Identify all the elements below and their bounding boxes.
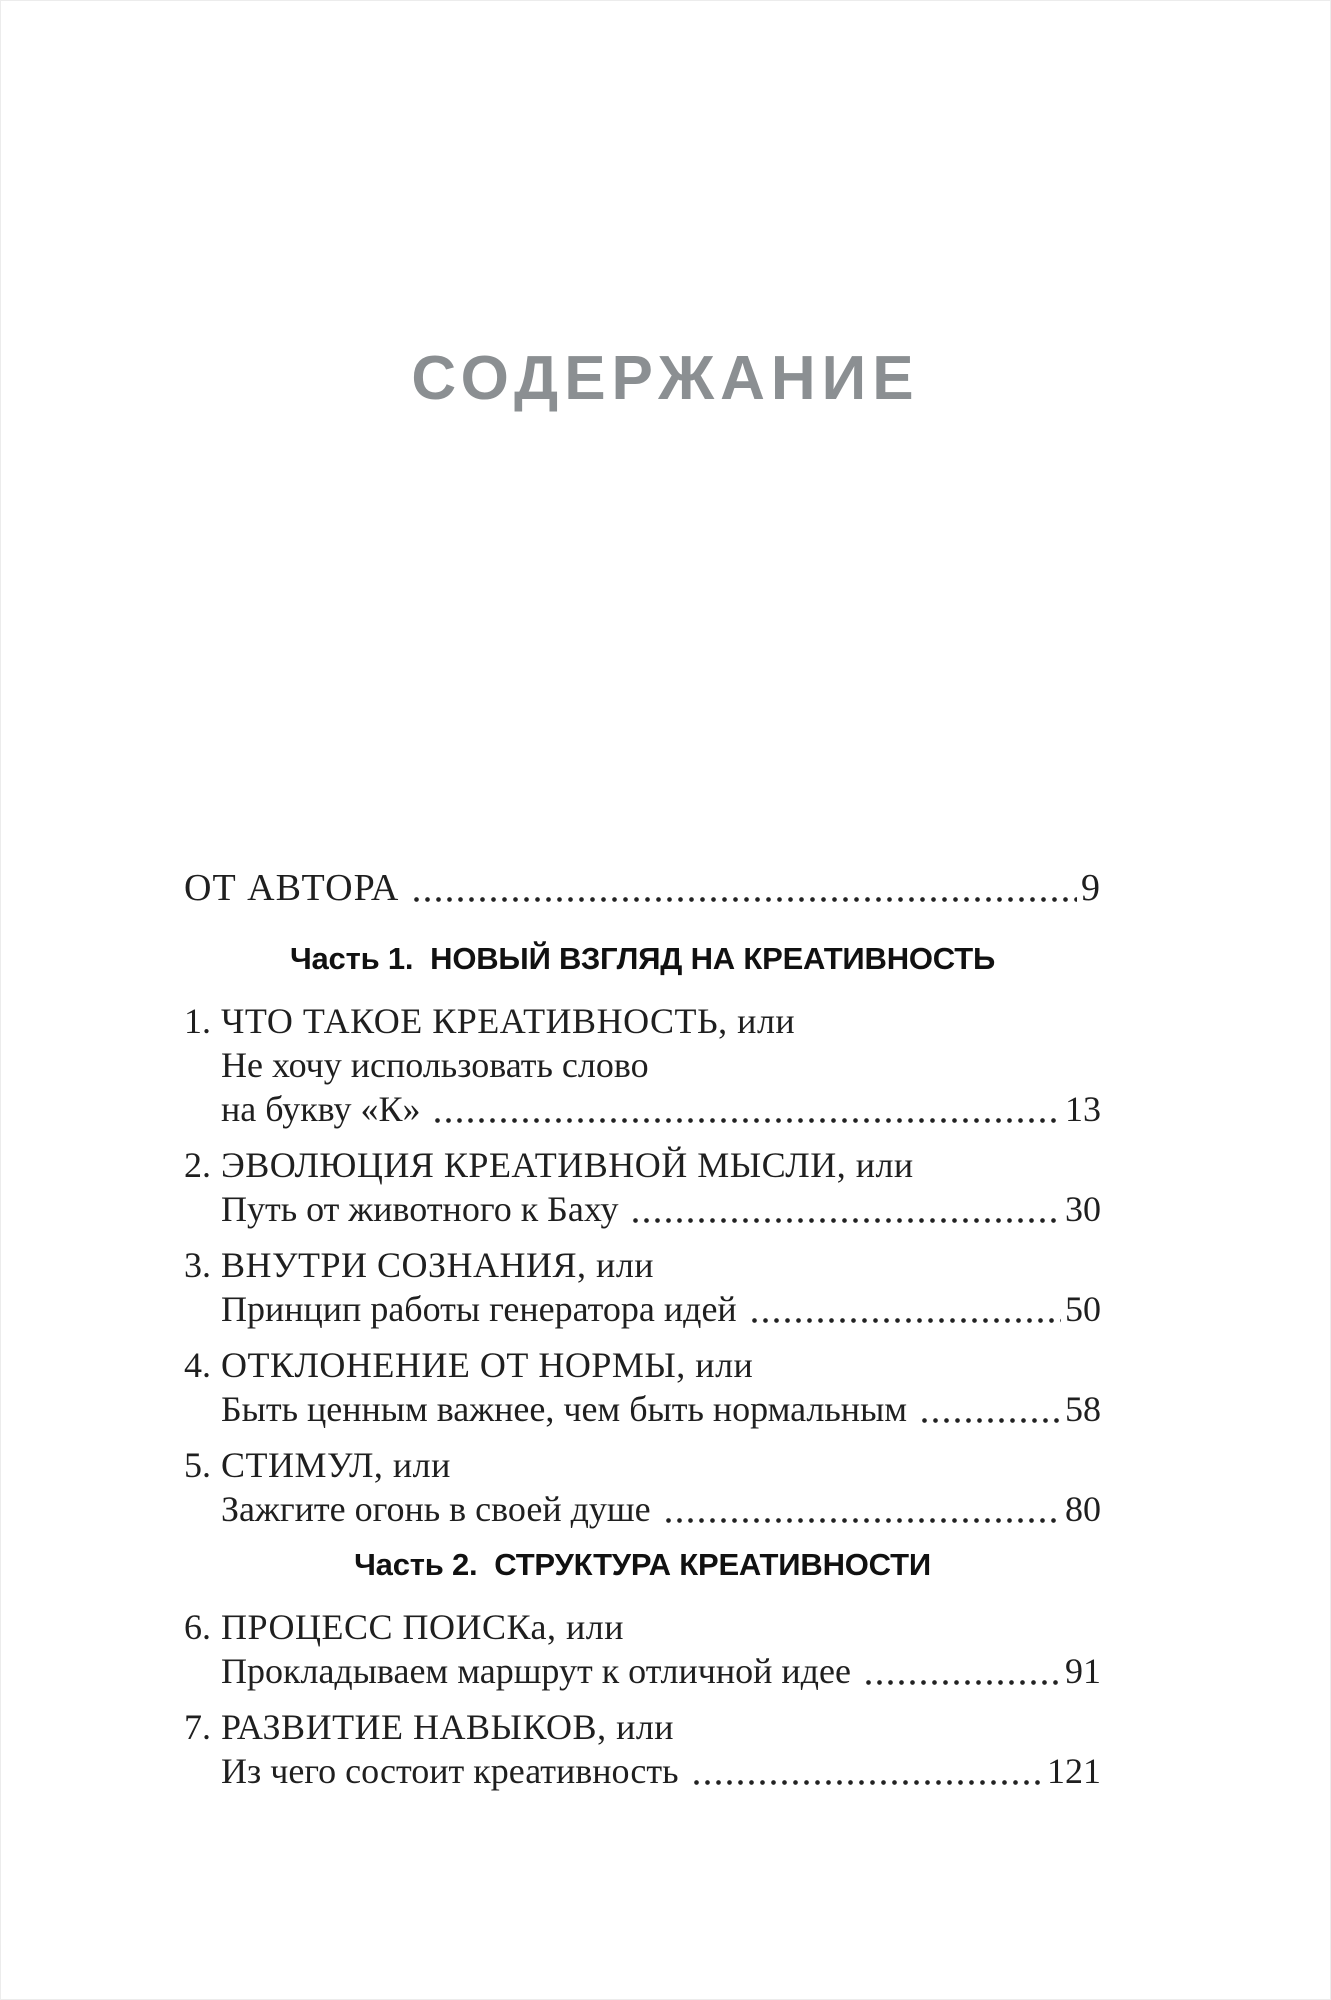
preface-page-number: 9 <box>1081 867 1101 909</box>
entry-last-line <box>221 1087 1101 1131</box>
dot-leader <box>689 1759 1043 1793</box>
entry-last-line <box>221 1287 1101 1331</box>
page-title: СОДЕРЖАНИЕ <box>411 344 920 413</box>
toc-entry-4 <box>184 1343 1101 1431</box>
toc-entry-3 <box>184 1243 1101 1331</box>
entry-subtitle-end: на букву «К» <box>221 1089 421 1129</box>
entry-subtitle-line: Не хочу использовать слово <box>221 1045 649 1085</box>
dot-leader <box>628 1197 1061 1231</box>
entry-page-number: 13 <box>1065 1089 1101 1129</box>
entry-page-number: 91 <box>1065 1651 1101 1691</box>
toc-preface-row <box>184 866 1101 910</box>
entry-subtitle-end: Быть ценным важнее, чем быть нормальным <box>221 1389 908 1429</box>
entry-number: 1. <box>184 1001 211 1041</box>
dot-leader <box>409 876 1077 910</box>
toc-entry-2 <box>184 1143 1101 1231</box>
preface-label: ОТ АВТОРА <box>184 867 400 909</box>
dot-leader <box>430 1097 1061 1131</box>
dot-leader <box>747 1297 1061 1331</box>
entry-subtitle-end: Принцип работы генератора идей <box>221 1289 737 1329</box>
entry-page-number: 80 <box>1065 1489 1101 1529</box>
dot-leader <box>917 1397 1061 1431</box>
entry-last-line <box>221 1649 1101 1693</box>
entry-last-line <box>221 1387 1101 1431</box>
toc-entry-6 <box>184 1605 1101 1693</box>
dot-leader <box>661 1497 1061 1531</box>
table-of-contents <box>184 866 1101 1793</box>
entry-page-number: 30 <box>1065 1189 1101 1229</box>
entry-number: 6. <box>184 1607 211 1647</box>
toc-entry-7 <box>184 1705 1101 1793</box>
entry-number: 4. <box>184 1345 211 1385</box>
entry-subtitle-end: Путь от животного к Баху <box>221 1189 619 1229</box>
part-2-heading: Часть 2. СТРУКТУРА КРЕАТИВНОСТИ <box>354 1547 931 1582</box>
dot-leader <box>861 1659 1061 1693</box>
entry-last-line <box>221 1487 1101 1531</box>
entry-last-line <box>221 1749 1101 1793</box>
entry-title-line: ЭВОЛЮЦИЯ КРЕАТИВНОЙ МЫСЛИ, или <box>221 1145 914 1185</box>
toc-entry-1 <box>184 999 1101 1131</box>
entry-number: 7. <box>184 1707 211 1747</box>
part-1-heading: Часть 1. НОВЫЙ ВЗГЛЯД НА КРЕАТИВНОСТЬ <box>289 941 996 976</box>
toc-entry-5 <box>184 1443 1101 1531</box>
entry-subtitle-end: Прокладываем маршрут к отличной идее <box>221 1651 851 1691</box>
entry-number: 5. <box>184 1445 211 1485</box>
entry-last-line <box>221 1187 1101 1231</box>
entry-page-number: 121 <box>1047 1751 1101 1791</box>
entry-page-number: 58 <box>1065 1389 1101 1429</box>
entry-title-line: СТИМУЛ, или <box>221 1445 451 1485</box>
entry-title-line: ЧТО ТАКОЕ КРЕАТИВНОСТЬ, или <box>221 1001 796 1041</box>
entry-number: 2. <box>184 1145 211 1185</box>
entry-title-line: ВНУТРИ СОЗНАНИЯ, или <box>221 1245 655 1285</box>
entry-page-number: 50 <box>1065 1289 1101 1329</box>
entry-subtitle-end: Зажгите огонь в своей душе <box>221 1489 651 1529</box>
entry-title-line: ПРОЦЕСС ПОИСКа, или <box>221 1607 624 1647</box>
entry-number: 3. <box>184 1245 211 1285</box>
entry-title-line: ОТКЛОНЕНИЕ ОТ НОРМЫ, или <box>221 1345 754 1385</box>
entry-title-line: РАЗВИТИЕ НАВЫКОВ, или <box>221 1707 675 1747</box>
entry-subtitle-end: Из чего состоит креативность <box>221 1751 679 1791</box>
